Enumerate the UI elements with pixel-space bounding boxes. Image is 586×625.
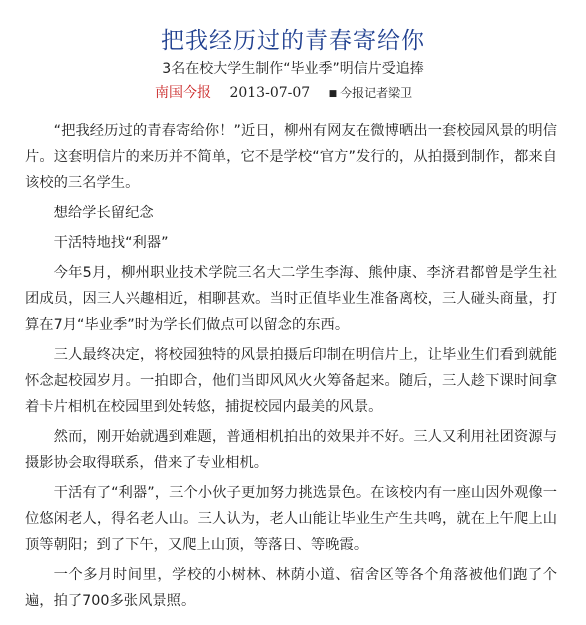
paragraph-intro: “把我经历过的青春寄给你！”近日，柳州有网友在微博晒出一套校园风景的明信片。这套明信片的来历并不简单，它不是学校“官方”发行的，从拍摄到制作，都来自该校的三名学生。 — [25, 123, 557, 191]
article-byline — [329, 86, 413, 100]
paragraph: 今年5月，柳州职业技术学院三名大二学生李海、熊仲康、李济君都曾是学生社团成员，因三人兴趣相近，相聊甚欢。当时正值毕业生准备离校，三人碰头商量，打算在7月“毕业季”时为学长们做点可以留念的东西。 — [25, 265, 557, 333]
article-source: 南国今报 — [155, 85, 211, 101]
article-subtitle: 3名在校大学生制作“毕业季”明信片受追捧 — [162, 61, 424, 77]
paragraph: 干活有了“利器”，三个小伙子更加努力挑选景色。在该校内有一座山因外观像一位悠闲老人，得名老人山。三人认为，老人山能让毕业生产生共鸣，就在上午爬上山顶等朝阳；到了下午，又爬上山顶，等落日、等晚霞。 — [25, 485, 557, 553]
paragraph: 然而，刚开始就遇到难题，普通相机拍出的效果并不好。三人又利用社团资源与摄影协会取得联系，借来了专业相机。 — [25, 429, 557, 471]
paragraph: 一个多月时间里，学校的小树林、林荫小道、宿舍区等各个角落被他们跑了个遍，拍了700多张风景照。 — [25, 567, 557, 609]
article-body — [25, 118, 557, 618]
article-meta — [155, 82, 455, 102]
square-bullet-icon: ■ — [328, 89, 338, 99]
paragraph: 三人最终决定，将校园独特的风景拍摄后印制在明信片上，让毕业生们看到就能怀念起校园岁月。一拍即合，他们当即风风火火筹备起来。随后，三人趁下课时间拿着卡片相机在校园里到处转悠，捕捉校园内最美的风景。 — [25, 347, 557, 415]
article-title: 把我经历过的青春寄给你 — [161, 28, 425, 54]
section-heading: 想给学长留纪念 — [53, 205, 154, 221]
section-heading: 干活特地找“利器” — [53, 235, 169, 251]
article-date: 2013-07-07 — [229, 85, 311, 101]
author-name: 今报记者梁卫 — [340, 86, 413, 100]
